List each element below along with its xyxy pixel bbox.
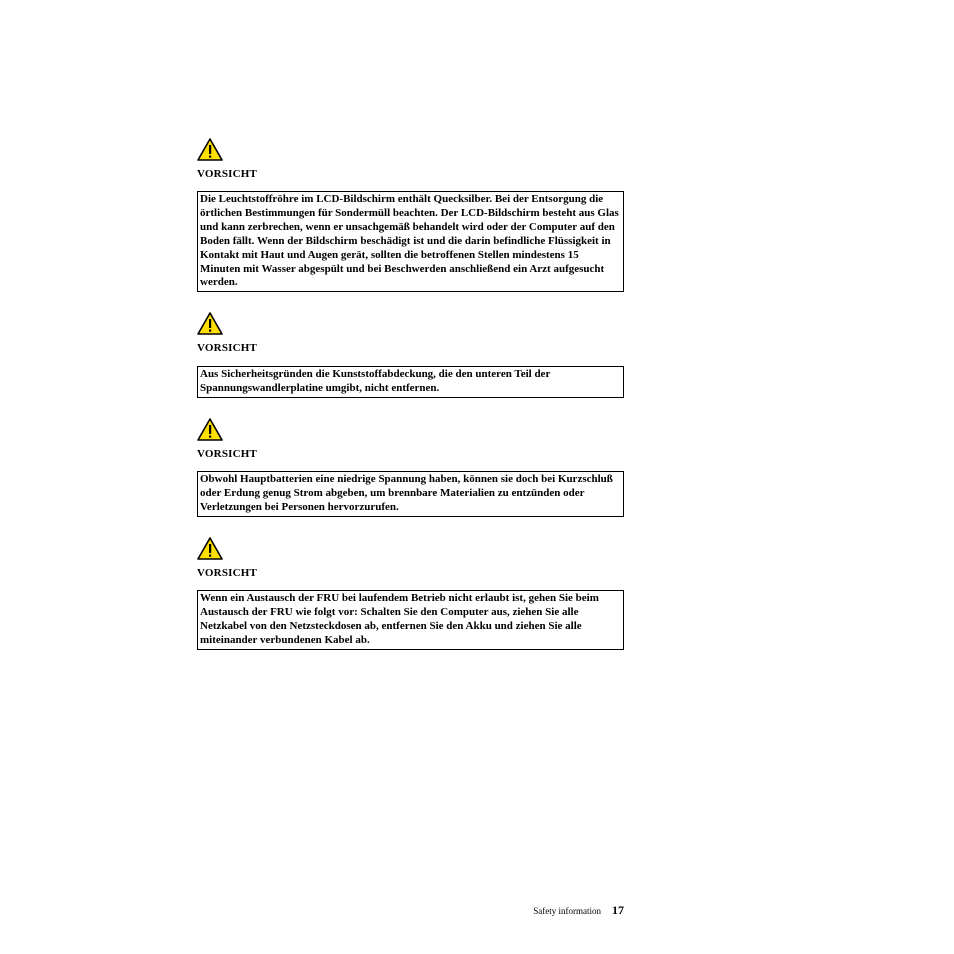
- caution-notice-box: [197, 590, 624, 650]
- warning-triangle-icon: [197, 537, 223, 560]
- caution-notice-text: Aus Sicherheitsgründen die Kunststoffabdeckung, die den unteren Teil der Spannungswandlerplatine umgibt, nicht entfernen.: [200, 368, 551, 394]
- caution-label: VORSICHT: [197, 168, 258, 180]
- caution-notice-text: Die Leuchtstoffröhre im LCD-Bildschirm enthält Quecksilber. Bei der Entsorgung die örtlichen Bestimmungen für Sondermüll beachten. Der LCD-Bildschirm besteht aus Glas und kann zerbrechen, wenn er unsachgemäß behandelt wird oder der Computer auf den Boden fällt. Wenn der Bildschirm beschädigt ist und die darin befindliche Flüssigkeit in Kontakt mit Haut und Augen gerät, sollten die betroffenen Stellen mindestens 15 Minuten mit Wasser abgespült und bei Beschwerden anschließend ein Arzt aufgesucht werden.: [200, 193, 619, 289]
- warning-triangle-icon: [197, 312, 223, 335]
- caution-notice-box: [197, 191, 624, 292]
- caution-notice-box: [197, 366, 624, 398]
- page-footer: [533, 901, 624, 919]
- caution-notice-text: Obwohl Hauptbatterien eine niedrige Spannung haben, können sie doch bei Kurzschluß oder Erdung genug Strom abgeben, um brennbare Materialien zu entzünden oder Verletzungen bei Personen hervorzurufen.: [200, 473, 613, 513]
- footer-section-title: Safety information: [533, 906, 601, 916]
- caution-notice-text: Wenn ein Austausch der FRU bei laufendem Betrieb nicht erlaubt ist, gehen Sie beim Austausch der FRU wie folgt vor: Schalten Sie den Computer aus, ziehen Sie alle Netzkabel von den Netzsteckdosen ab, entfernen Sie den Akku und ziehen Sie alle miteinander verbundenen Kabel ab.: [200, 592, 599, 646]
- caution-notice-box: [197, 471, 624, 517]
- caution-label: VORSICHT: [197, 448, 258, 460]
- warning-triangle-icon: [197, 138, 223, 161]
- caution-label: VORSICHT: [197, 342, 258, 354]
- page-number: 17: [612, 903, 624, 917]
- warning-triangle-icon: [197, 418, 223, 441]
- caution-label: VORSICHT: [197, 567, 258, 579]
